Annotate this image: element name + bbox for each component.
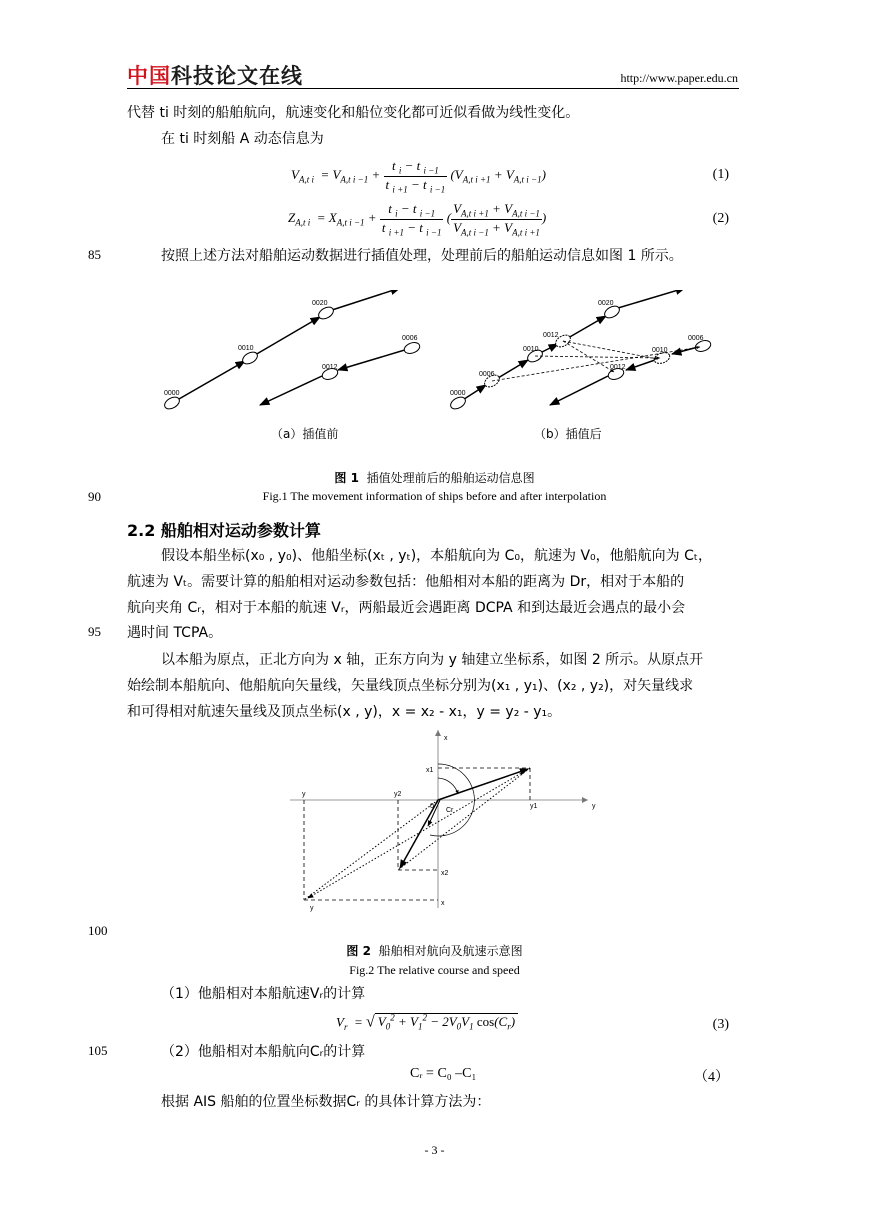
equation-number: (2) — [712, 211, 729, 226]
label-y1: y1 — [530, 803, 538, 810]
line-number: 95 — [88, 624, 101, 639]
label-y-bottom: y — [310, 905, 314, 912]
fig1b-label: 0010 — [523, 346, 539, 353]
paragraph-line: 代替 ti 时刻的船舶航向，航速变化和船位变化都可近似看做为线性变化。 — [127, 105, 580, 121]
label-y: y — [302, 791, 306, 798]
figure-2 — [290, 728, 600, 918]
figure-1-caption-en: Fig.1 The movement information of ships before and after interpolation — [262, 489, 607, 503]
label-y2: y2 — [394, 791, 402, 798]
journal-logo: 中国科技论文在线 — [127, 64, 303, 88]
header-url: http://www.paper.edu.cn — [620, 71, 738, 85]
label-cr: Cr — [446, 807, 454, 814]
equation-number: (3) — [712, 1017, 729, 1032]
axis-label-y: y — [592, 803, 596, 810]
fig1a-label: 0020 — [312, 300, 328, 307]
paragraph-line: 遇时间 TCPA。 — [127, 625, 223, 641]
own-ship-vector — [438, 769, 528, 800]
equation-number: (1) — [712, 167, 729, 182]
header-rule — [127, 88, 739, 89]
line-number: 90 — [88, 489, 101, 504]
fig1a-label: 0012 — [322, 364, 338, 371]
paragraph-line: （2）他船相对本船航向Cᵣ的计算 — [161, 1044, 366, 1060]
paragraph-line: 以本船为原点，正北方向为 x 轴，正东方向为 y 轴建立坐标系，如图 2 所示。从原点开 — [161, 652, 704, 668]
paragraph-line: 始绘制本船航向、他船航向矢量线，矢量线顶点坐标分别为(x₁ , y₁)、(x₂ , y₂)，对矢量线求 — [127, 678, 694, 694]
label-x1: x1 — [426, 767, 434, 774]
fig1b-label: 0020 — [598, 300, 614, 307]
fig1a-ship-b-track — [260, 341, 421, 405]
fig1b-label: 0012 — [610, 364, 626, 371]
figure-2-caption-cn: 图 2 船舶相对航向及航速示意图 — [346, 944, 523, 958]
figure-1 — [150, 290, 730, 420]
axis-label-x: x — [444, 735, 448, 742]
equation-1: $V_{A,t i} = V_{A,t i -1}$ + $\frac{t _i - t _{i -1}}{t _{i +1} - t _{i -1}}$ $(V_{A,t i +1} + V_{A,t i -1})$ — [291, 158, 546, 195]
fig1b-label: 0010 — [652, 347, 668, 354]
paragraph-line: 根据 AIS 船舶的位置坐标数据Cᵣ 的具体计算方法为： — [161, 1094, 491, 1110]
page-number: - 3 - — [424, 1143, 445, 1157]
subfigure-caption-a: （a）插值前 — [271, 427, 339, 441]
fig1b-label: 0006 — [479, 371, 495, 378]
equation-number: （4） — [694, 1070, 729, 1085]
line-number: 100 — [88, 923, 108, 938]
paragraph-line: 航向夹角 Cᵣ，相对于本船的航速 Vᵣ，两船最近会遇距离 DCPA 和到达最近会遇点的最小会 — [127, 600, 686, 616]
equation-2: $Z_{A,t i} = X_{A,t i -1}$ + $\frac{t _i - t _{i -1}}{t _{i +1} - t _{i -1}}$ ( $\frac{V_{A,t i +1} + V_{A,t i -1}}{V_{A,t i -1} + V_{A,t i +1}}$ ) — [288, 201, 547, 238]
paragraph-line: 按照上述方法对船舶运动数据进行插值处理，处理前后的船舶运动信息如图 1 所示。 — [161, 248, 683, 264]
paragraph-line: 在 ti 时刻船 A 动态信息为 — [161, 131, 324, 147]
subfigure-caption-b: （b）插值后 — [534, 427, 602, 441]
fig1a-label: 0006 — [402, 335, 418, 342]
line-number: 105 — [88, 1043, 108, 1058]
origin-label: 0 — [430, 803, 434, 810]
fig1a-label: 0000 — [164, 390, 180, 397]
equation-3: $V_r$ = √ $V_0^2 + V_1^2 - 2V_0V_1$ $\cos(C_r)$ — [336, 1013, 518, 1032]
paragraph-line: （1）他船相对本船航速Vᵣ的计算 — [161, 986, 366, 1002]
paragraph-line: 假设本船坐标(x₀ , y₀)、他船坐标(xₜ , yₜ)，本船航向为 C₀，航速为 V₀，他船航向为 Cₜ， — [161, 548, 713, 564]
target-ship-vector — [400, 800, 438, 868]
label-x: x — [441, 900, 445, 907]
figure-2-caption-en: Fig.2 The relative course and speed — [349, 963, 520, 977]
fig1b-ship-a-track — [449, 290, 685, 411]
fig1b-label: 0012 — [543, 332, 559, 339]
line-number: 85 — [88, 247, 101, 262]
fig1b-ship-b-track — [550, 339, 712, 405]
paragraph-line: 和可得相对航速矢量线及顶点坐标(x , y)，x = x₂ - x₁，y = y₂ - y₁。 — [127, 704, 562, 720]
fig1b-label: 0006 — [688, 335, 704, 342]
paragraph-line: 航速为 Vₜ。需要计算的船舶相对运动参数包括：他船相对本船的距离为 Dr，相对于本船的 — [127, 574, 685, 590]
fig1a-ship-a-track — [163, 290, 400, 411]
equation-4: Cᵣ = C₀ –C₁ — [410, 1066, 477, 1081]
relative-speed-lines — [304, 768, 530, 900]
section-heading: 2.2 船舶相对运动参数计算 — [127, 521, 321, 540]
label-x2: x2 — [441, 870, 449, 877]
fig1b-label: 0000 — [450, 390, 466, 397]
fig1a-label: 0010 — [238, 345, 254, 352]
figure-1-caption-cn: 图 1 插值处理前后的船舶运动信息图 — [334, 471, 535, 485]
